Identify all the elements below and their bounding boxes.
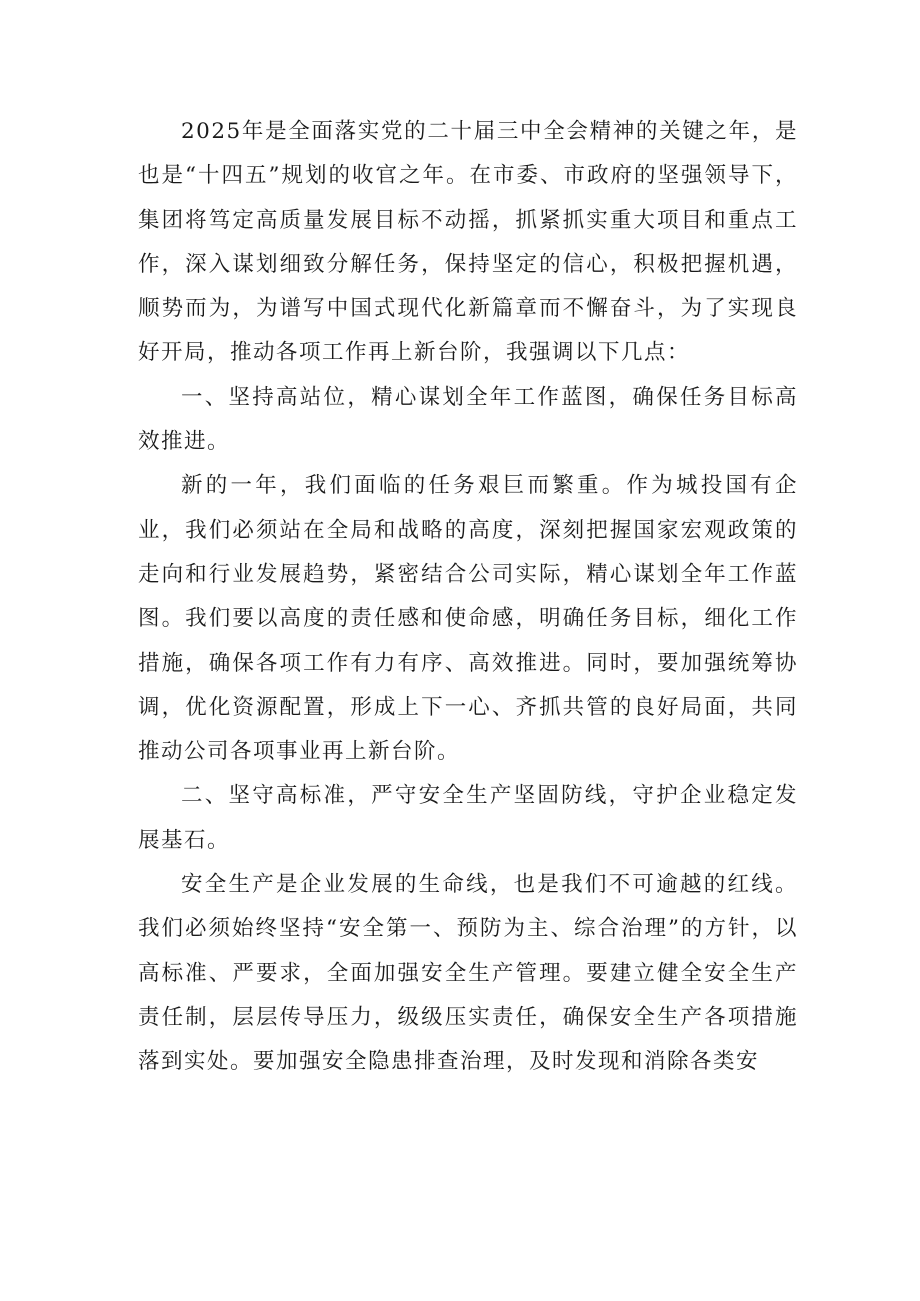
heading-section-2: 二、坚守高标准，严守安全生产坚固防线，守护企业稳定发展基石。 (138, 783, 798, 853)
document-body (138, 110, 798, 1085)
paragraph-intro: 2025年是全面落实党的二十届三中全会精神的关键之年，是也是“十四五”规划的收官之年。在市委、市政府的坚强领导下，集团将笃定高质量发展目标不动摇，抓紧抓实重大项目和重点工作，深入谋划细致分解任务，保持坚定的信心，积极把握机遇，顺势而为，为谱写中国式现代化新篇章而不懈奋斗，为了实现良好开局，推动各项工作再上新台阶，我强调以下几点： (138, 119, 798, 366)
heading-section-1: 一、坚持高站位，精心谋划全年工作蓝图，确保任务目标高效推进。 (138, 384, 798, 455)
paragraph-section-2: 安全生产是企业发展的生命线，也是我们不可逾越的红线。我们必须始终坚持“安全第一、预防为主、综合治理”的方针，以高标准、严要求，全面加强安全生产管理。要建立健全安全生产责任制，层层传导压力，级级压实责任，确保安全生产各项措施落到实处。要加强安全隐患排查治理，及时发现和消除各类安 (138, 872, 798, 1075)
paragraph-section-1: 新的一年，我们面临的任务艰巨而繁重。作为城投国有企业，我们必须站在全局和战略的高度，深刻把握国家宏观政策的走向和行业发展趋势，紧密结合公司实际，精心谋划全年工作蓝图。我们要以高度的责任感和使命感，明确任务目标，细化工作措施，确保各项工作有力有序、高效推进。同时，要加强统筹协调，优化资源配置，形成上下一心、齐抓共管的良好局面，共同推动公司各项事业再上新台阶。 (138, 473, 798, 765)
